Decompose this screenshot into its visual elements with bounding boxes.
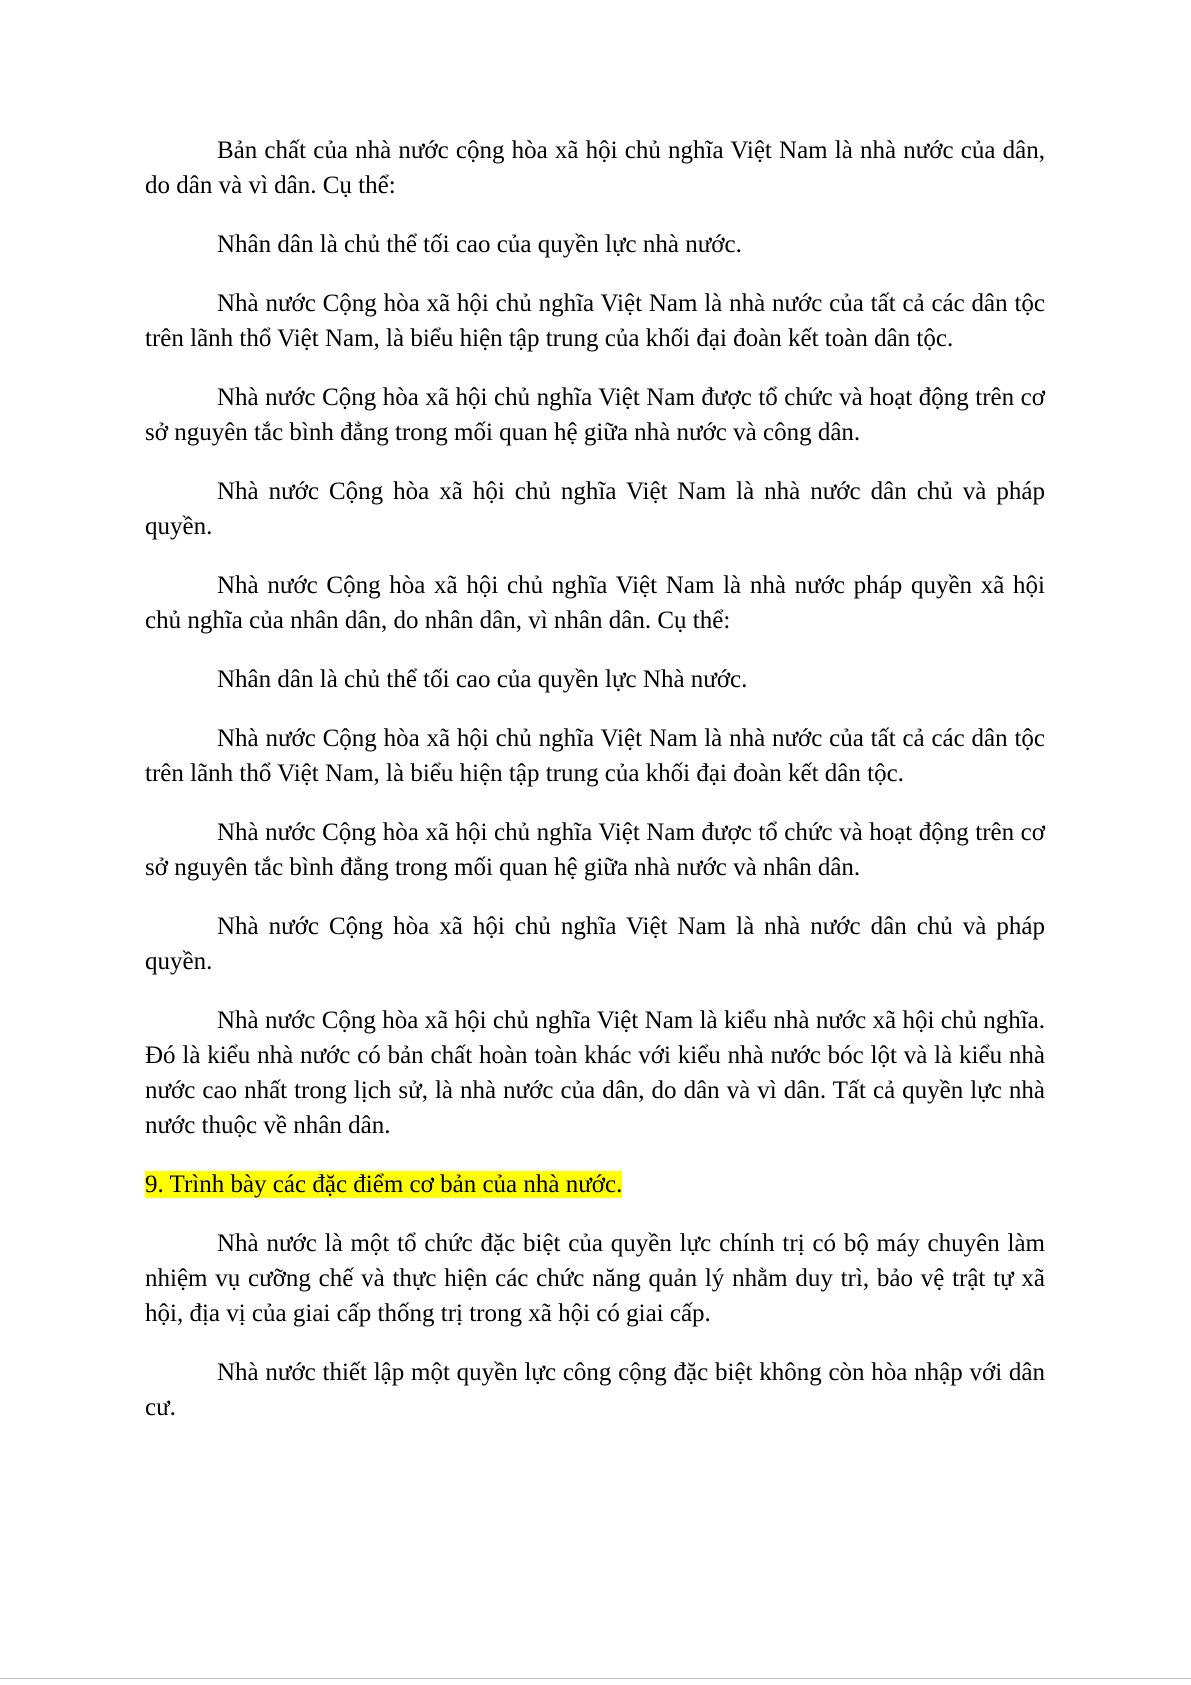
paragraph-11: Nhà nước Cộng hòa xã hội chủ nghĩa Việt Nam là kiểu nhà nước xã hội chủ nghĩa. Đó là kiểu nhà nước có bản chất hoàn toàn khác với kiểu nhà nước bóc lột và là kiểu nhà nước cao nhất trong lịch sử, là nhà nước của dân, do dân và vì dân. Tất cả quyền lực nhà nước thuộc về nhân dân.: [145, 1007, 1045, 1139]
section-heading: [145, 1167, 1045, 1202]
paragraph-6: Nhà nước Cộng hòa xã hội chủ nghĩa Việt Nam là nhà nước pháp quyền xã hội chủ nghĩa của nhân dân, do nhân dân, vì nhân dân. Cụ thể:: [145, 572, 1045, 634]
page-bottom-divider: [0, 1678, 1191, 1679]
paragraph-5: Nhà nước Cộng hòa xã hội chủ nghĩa Việt Nam là nhà nước dân chủ và pháp quyền.: [145, 478, 1045, 540]
paragraph-10: Nhà nước Cộng hòa xã hội chủ nghĩa Việt Nam là nhà nước dân chủ và pháp quyền.: [145, 913, 1045, 975]
paragraph-7: Nhân dân là chủ thể tối cao của quyền lực Nhà nước.: [217, 666, 748, 693]
paragraph-3: Nhà nước Cộng hòa xã hội chủ nghĩa Việt Nam là nhà nước của tất cả các dân tộc trên lãnh thổ Việt Nam, là biểu hiện tập trung của khối đại đoàn kết toàn dân tộc.: [145, 290, 1045, 352]
paragraph-4: Nhà nước Cộng hòa xã hội chủ nghĩa Việt Nam được tổ chức và hoạt động trên cơ sở nguyên tắc bình đẳng trong mối quan hệ giữa nhà nước và công dân.: [145, 384, 1045, 446]
paragraph-8: Nhà nước Cộng hòa xã hội chủ nghĩa Việt Nam là nhà nước của tất cả các dân tộc trên lãnh thổ Việt Nam, là biểu hiện tập trung của khối đại đoàn kết dân tộc.: [145, 725, 1045, 787]
document-page: [145, 133, 1045, 1449]
paragraph-12: Nhà nước là một tổ chức đặc biệt của quyền lực chính trị có bộ máy chuyên làm nhiệm vụ cưỡng chế và thực hiện các chức năng quản lý nhằm duy trì, bảo vệ trật tự xã hội, địa vị của giai cấp thống trị trong xã hội có giai cấp.: [145, 1230, 1045, 1327]
paragraph-2: Nhân dân là chủ thể tối cao của quyền lực nhà nước.: [217, 231, 742, 258]
paragraph-1: Bản chất của nhà nước cộng hòa xã hội chủ nghĩa Việt Nam là nhà nước của dân, do dân và vì dân. Cụ thể:: [145, 137, 1045, 199]
paragraph-9: Nhà nước Cộng hòa xã hội chủ nghĩa Việt Nam được tổ chức và hoạt động trên cơ sở nguyên tắc bình đẳng trong mối quan hệ giữa nhà nước và nhân dân.: [145, 819, 1045, 881]
paragraph-13: Nhà nước thiết lập một quyền lực công cộng đặc biệt không còn hòa nhập với dân cư.: [145, 1359, 1045, 1421]
highlighted-heading-text: 9. Trình bày các đặc điểm cơ bản của nhà nước.: [145, 1171, 623, 1198]
